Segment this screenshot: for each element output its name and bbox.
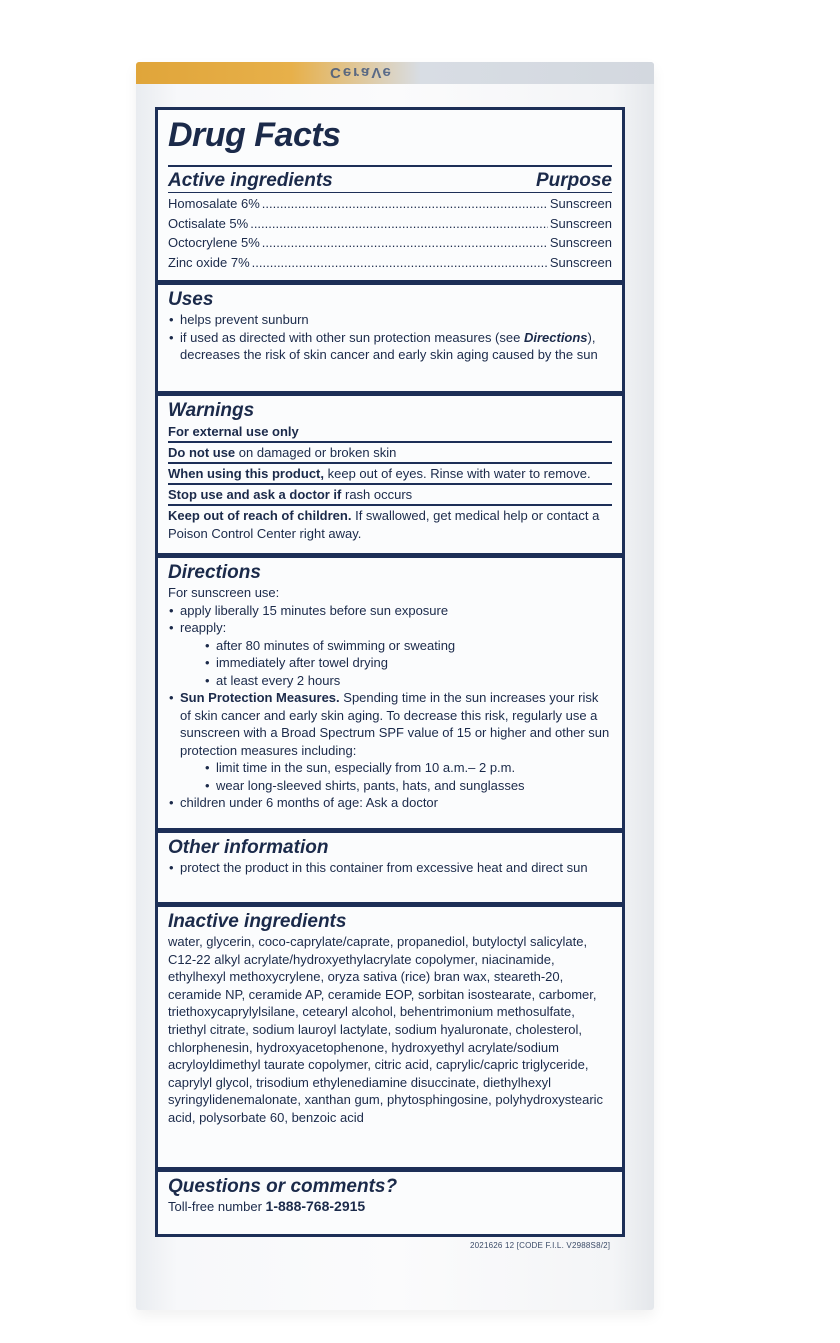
active-ingredient-row: [168, 253, 612, 273]
questions-heading: Questions or comments?: [168, 1176, 398, 1197]
inactive-ingredients-text: water, glycerin, coco-caprylate/caprate, propanediol, butyloctyl salicylate, C12-22 alkyl acrylate/hydroxyethylacrylate copolymer, niacinamide, ethylhexyl methoxycrylene, oryza sativa (rice) bran wax, steareth-20, ceramide NP, ceramide AP, ceramide EOP, sorbitan isostearate, carbomer, triethoxycaprylylsilane, cetearyl alcohol, behentrimonium methosulfate, triethyl citrate, sodium lauroyl lactylate, sodium hyaluronate, cholesterol, chlorphenesin, hydroxyacetophenone, hydroxyethyl acrylate/sodium acryloyldimethyl taurate copolymer, citric acid, caprylic/capric triglyceride, caprylyl glycol, trisodium ethylenediamine disuccinate, diethylhexyl syringylidenemalonate, xanthan gum, phytosphingosine, polyhydroxystearic acid, polysorbate 60, benzoic acid: [168, 934, 604, 1125]
sun-protection-item: • wear long-sleeved shirts, pants, hats, and sunglasses: [204, 777, 612, 795]
reapply-item: • at least every 2 hours: [204, 672, 612, 690]
warnings-heading: Warnings: [168, 400, 255, 421]
ingredient-purpose: Sunscreen: [549, 215, 612, 231]
active-header-row: [168, 170, 612, 192]
section-divider: [158, 1167, 622, 1172]
stop-use-warning: Stop use and ask a doctor if rash occurs: [168, 485, 612, 506]
ingredient-name: Homosalate 6%: [168, 196, 260, 211]
active-ingredient-row: [168, 194, 612, 214]
title-rule: [168, 165, 612, 167]
sun-protection-sublist: [180, 759, 612, 794]
purpose-heading: Purpose: [535, 170, 612, 191]
ingredient-purpose: Sunscreen: [549, 235, 612, 250]
directions-item: • reapply: • after 80 minutes of swimming or sweating • immediately after towel drying • at least every 2 hours: [168, 619, 612, 689]
leader-dots: [262, 233, 548, 253]
directions-heading: Directions: [168, 562, 261, 583]
directions-item: • Sun Protection Measures. Spending time in the sun increases your risk of skin cancer and early skin aging. To decrease this risk, regularly use a sunscreen with a Broad Spectrum SPF value of 15 or higher and other sun protection measures including: • limit time in the sun, especially from 10 a.m.– 2 p.m. • wear long-sleeved shirts, pants, hats, and sunglasses: [168, 689, 612, 794]
other-information-list: [168, 859, 612, 877]
carton-brand-mirrored: CeraVe: [330, 64, 393, 81]
toll-free-number: 1-888-768-2915: [265, 1198, 366, 1214]
carton-code: 2021626 12 [CODE F.I.L. V2988S8/2]: [470, 1241, 611, 1250]
do-not-use-warning: Do not use on damaged or broken skin: [168, 443, 612, 464]
ingredient-name: Octocrylene 5%: [168, 235, 260, 250]
uses-item: • helps prevent sunburn: [168, 311, 612, 329]
other-information-heading: Other information: [168, 837, 329, 858]
reapply-item: • after 80 minutes of swimming or sweating: [204, 637, 612, 655]
uses-heading: Uses: [168, 289, 214, 310]
directions-intro: For sunscreen use:: [168, 585, 280, 600]
leader-dots: [250, 214, 548, 234]
directions-list: [168, 602, 612, 812]
leader-dots: [262, 194, 548, 214]
drug-facts-title: Drug Facts: [168, 116, 341, 154]
title-section: [158, 116, 622, 155]
carton-top-flap: [136, 62, 654, 84]
uses-section: [158, 289, 622, 364]
questions-section: [158, 1176, 622, 1216]
active-ingredient-row: [168, 214, 612, 234]
ingredient-purpose: Sunscreen: [549, 196, 612, 211]
active-ingredient-row: [168, 233, 612, 253]
active-ingredients-section: [158, 165, 622, 272]
external-use-warning: For external use only: [168, 422, 612, 443]
uses-item: • if used as directed with other sun protection measures (see Directions), decreases the risk of skin cancer and early skin aging caused by the sun: [168, 329, 612, 364]
keep-out-of-reach-warning: Keep out of reach of children. If swallowed, get medical help or contact a Poison Control Center right away.: [168, 508, 600, 541]
section-divider: [158, 391, 622, 396]
section-divider: [158, 280, 622, 285]
directions-section: [158, 562, 622, 812]
active-header-rule: [168, 192, 612, 193]
section-divider: [158, 553, 622, 558]
ingredient-purpose: Sunscreen: [549, 254, 612, 270]
ingredient-name: Octisalate 5%: [168, 215, 249, 231]
directions-reference: Directions: [523, 329, 588, 345]
inactive-ingredients-section: [158, 911, 622, 1127]
toll-free-line: Toll-free number 1-888-768-2915: [168, 1198, 366, 1214]
warnings-section: [158, 400, 622, 542]
other-information-item: • protect the product in this container from excessive heat and direct sun: [168, 859, 612, 877]
active-ingredients-heading: Active ingredients: [168, 170, 333, 191]
section-divider: [158, 828, 622, 833]
leader-dots: [252, 253, 548, 273]
directions-item: • apply liberally 15 minutes before sun exposure: [168, 602, 612, 620]
uses-list: [168, 311, 612, 364]
sun-protection-item: • limit time in the sun, especially from 10 a.m.– 2 p.m.: [204, 759, 612, 777]
reapply-item: • immediately after towel drying: [204, 654, 612, 672]
inactive-ingredients-heading: Inactive ingredients: [168, 911, 347, 932]
drug-facts-panel: [155, 107, 625, 1237]
ingredient-name: Zinc oxide 7%: [168, 254, 250, 270]
active-ingredient-list: [168, 194, 612, 272]
when-using-warning: When using this product, keep out of eyes. Rinse with water to remove.: [168, 464, 612, 485]
other-information-section: [158, 837, 622, 877]
section-divider: [158, 902, 622, 907]
directions-item: • children under 6 months of age: Ask a doctor: [168, 794, 612, 812]
reapply-sublist: [180, 637, 612, 690]
